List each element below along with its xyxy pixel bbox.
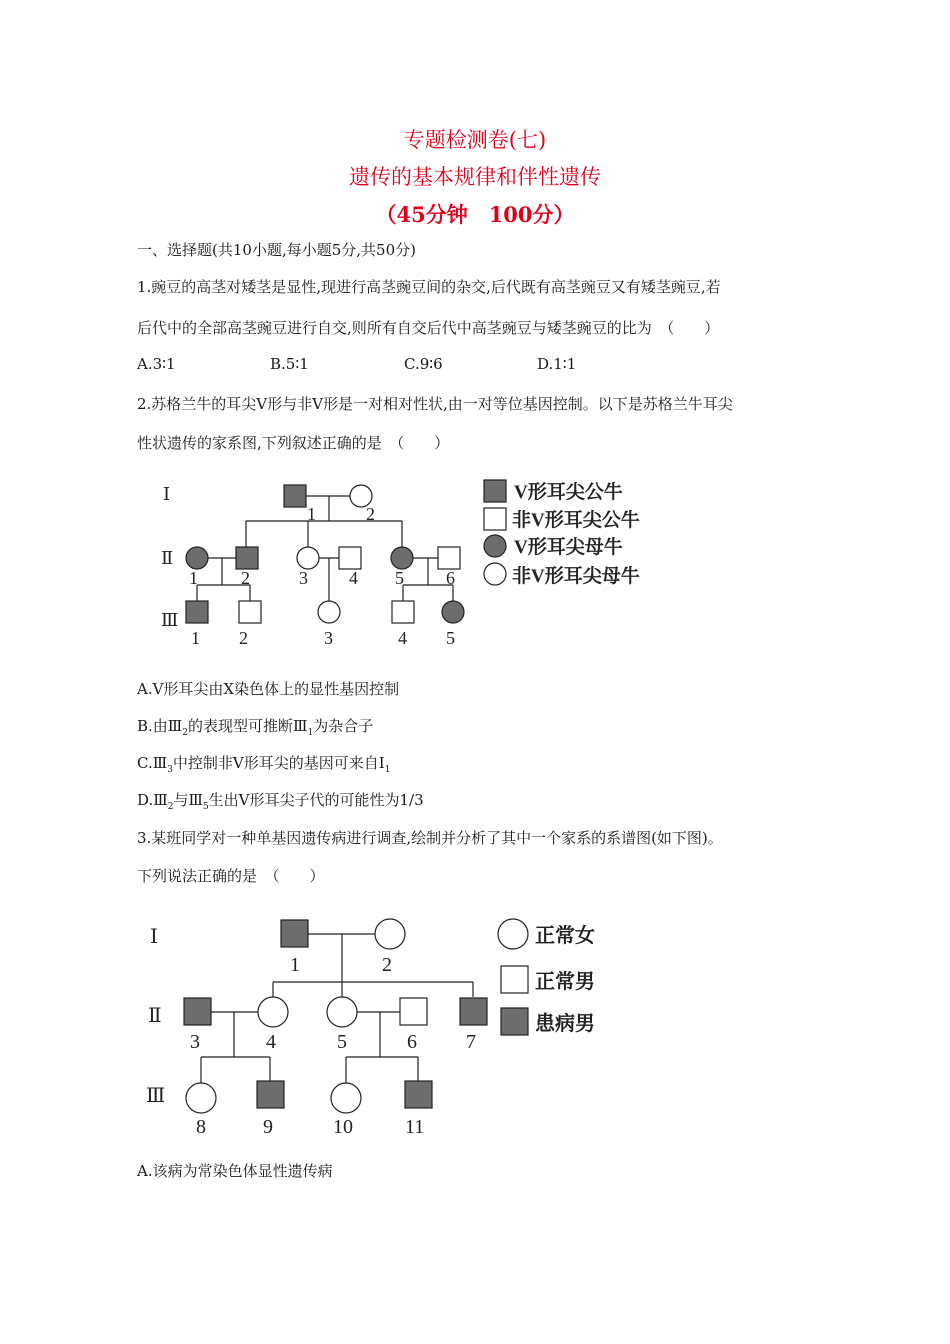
- q3-gen1-num-1: 1: [290, 954, 300, 976]
- q2-gen-label-2: Ⅱ: [161, 548, 174, 568]
- q2-line2: 性状遗传的家系图,下列叙述正确的是 （ ）: [137, 434, 450, 452]
- q3-line1: 3.某班同学对一种单基因遗传病进行调查,绘制并分析了其中一个家系的系谱图(如下图)。: [137, 829, 723, 847]
- q1-option-c: C.9∶6: [404, 355, 443, 373]
- q1-option-b: B.5∶1: [270, 355, 309, 373]
- title-time-score: （45分钟 100分）: [375, 202, 575, 227]
- q3-legend-normal-male: 正常男: [535, 971, 595, 993]
- q3-legend-normal-female: 正常女: [535, 925, 595, 947]
- q3-gen2-num-6: 6: [407, 1031, 417, 1053]
- q2-gen2-num-6: 6: [446, 568, 455, 588]
- q2-legend-normal-female: 非V形耳尖母牛: [512, 566, 640, 587]
- q2-gen2-num-2: 2: [241, 568, 250, 588]
- q1-line2: 后代中的全部高茎豌豆进行自交,则所有自交后代中高茎豌豆与矮茎豌豆的比为 （ ）: [137, 319, 720, 337]
- q2-line1: 2.苏格兰牛的耳尖V形与非V形是一对相对性状,由一对等位基因控制。以下是苏格兰牛耳尖: [137, 395, 733, 413]
- q2-gen3-num-1: 1: [191, 628, 200, 648]
- q2-gen3-num-4: 4: [398, 628, 407, 648]
- q2-gen1-num-2: 2: [366, 504, 375, 524]
- title-subject: 遗传的基本规律和伴性遗传: [349, 165, 601, 189]
- q2-legend-affected-male: V形耳尖公牛: [514, 482, 623, 503]
- q2-gen1-num-1: 1: [307, 504, 316, 524]
- q2-gen2-num-3: 3: [299, 568, 308, 588]
- q3-gen2-num-4: 4: [266, 1031, 276, 1053]
- q1-line1: 1.豌豆的高茎对矮茎是显性,现进行高茎豌豆间的杂交,后代既有高茎豌豆又有矮茎豌豆,若: [137, 278, 721, 296]
- q3-gen2-num-7: 7: [466, 1031, 476, 1053]
- q2-gen3-num-2: 2: [239, 628, 248, 648]
- q1-option-a: A.3∶1: [137, 355, 176, 373]
- q2-option-c: $C.Ⅲ_3$中控制非V形耳尖的基因可来自$Ⅰ_1$: [137, 754, 391, 775]
- q2-option-d: $D.Ⅲ_2$与$Ⅲ_5$生出V形耳尖子代的可能性为1/3: [137, 791, 424, 812]
- q2-gen2-num-1: 1: [189, 568, 198, 588]
- q2-gen3-num-3: 3: [324, 628, 333, 648]
- q2-legend-normal-male: 非V形耳尖公牛: [512, 510, 640, 531]
- q3-gen2-num-5: 5: [337, 1031, 347, 1053]
- q3-gen2-num-3: 3: [190, 1031, 200, 1053]
- q3-gen3-num-10: 10: [333, 1116, 353, 1138]
- q2-gen-label-1: Ⅰ: [163, 484, 171, 504]
- q3-line2: 下列说法正确的是 （ ）: [137, 867, 325, 885]
- q2-gen3-num-5: 5: [446, 628, 455, 648]
- q3-gen1-num-2: 2: [382, 954, 392, 976]
- title-main: 专题检测卷(七): [403, 128, 547, 152]
- q3-gen-label-2: Ⅱ: [148, 1005, 162, 1027]
- q3-gen3-num-9: 9: [263, 1116, 273, 1138]
- q3-gen-label-3: Ⅲ: [146, 1085, 166, 1107]
- q2-gen2-num-4: 4: [349, 568, 358, 588]
- q2-pedigree-diagram: [150, 470, 670, 655]
- q3-pedigree-diagram: [140, 905, 620, 1145]
- q1-option-d: D.1∶1: [537, 355, 577, 373]
- q2-option-a: A.V形耳尖由X染色体上的显性基因控制: [137, 680, 400, 698]
- q3-option-a: A.该病为常染色体显性遗传病: [137, 1162, 333, 1180]
- q3-legend-affected-male: 患病男: [535, 1013, 595, 1035]
- q2-gen2-num-5: 5: [395, 568, 404, 588]
- q2-option-b: B.由$Ⅲ_2$的表现型可推断$Ⅲ_1$为杂合子: [137, 717, 374, 738]
- q3-gen3-num-11: 11: [405, 1116, 425, 1138]
- section-heading: 一、选择题(共10小题,每小题5分,共50分): [137, 241, 416, 259]
- q3-gen-label-1: Ⅰ: [150, 926, 158, 948]
- q3-gen3-num-8: 8: [196, 1116, 206, 1138]
- q2-legend-affected-female: V形耳尖母牛: [514, 537, 623, 558]
- q2-gen-label-3: Ⅲ: [161, 610, 179, 630]
